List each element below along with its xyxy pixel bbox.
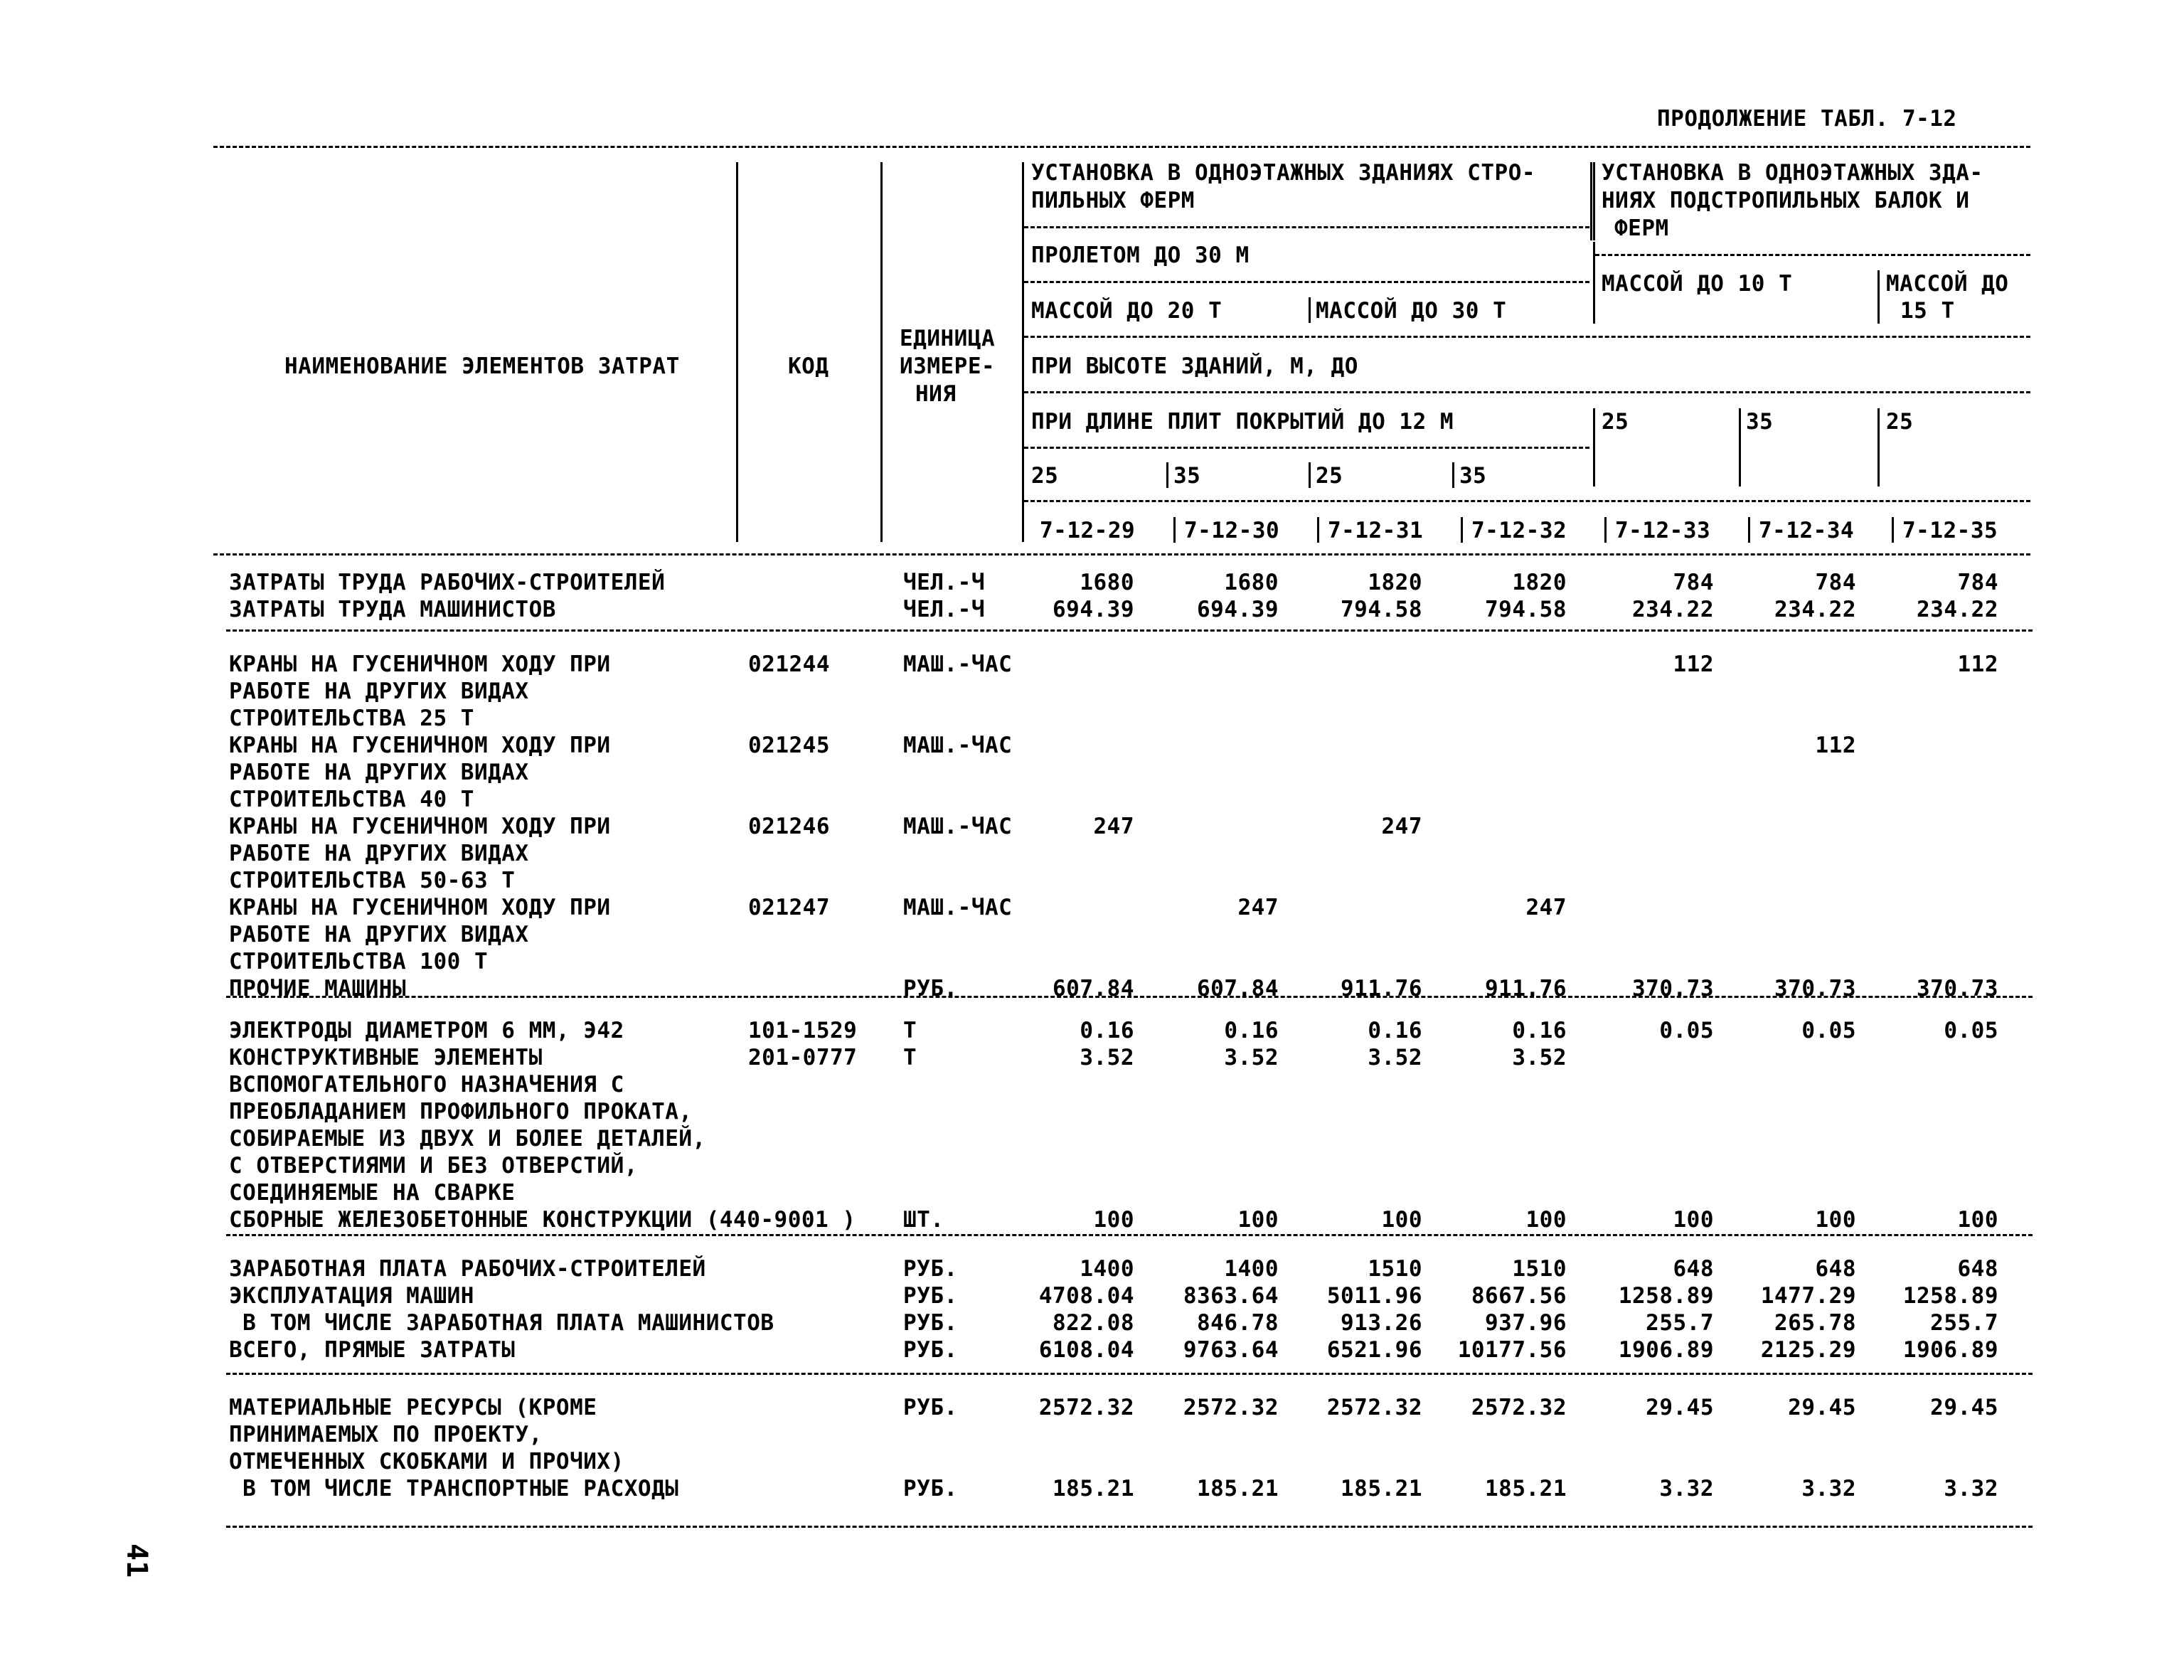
item-value: 911.76: [1485, 976, 1567, 1001]
section-rule: [226, 629, 2033, 632]
item-value: 29.45: [1646, 1395, 1714, 1420]
item-code: 101-1529: [748, 1018, 858, 1043]
item-value: 1400: [1080, 1256, 1134, 1282]
item-value: 3.52: [1368, 1045, 1422, 1070]
item-value: 0.05: [1801, 1018, 1856, 1043]
header-separator: [1309, 462, 1311, 488]
item-name: СОЕДИНЯЕМЫЕ НА СВАРКЕ: [229, 1180, 516, 1206]
item-value: 3.52: [1224, 1045, 1279, 1070]
header-separator: [1166, 462, 1168, 488]
item-value: 911.76: [1341, 976, 1422, 1001]
item-value: 794.58: [1485, 597, 1567, 622]
header-height-b: 25: [1886, 409, 1914, 435]
item-name: ЗАТРАТЫ ТРУДА РАБОЧИХ-СТРОИТЕЛЕЙ: [229, 570, 666, 595]
item-value: 247: [1093, 814, 1134, 839]
item-name: ЗАТРАТЫ ТРУДА МАШИНИСТОВ: [229, 597, 556, 622]
item-unit: РУБ.: [903, 1476, 958, 1501]
item-name: РАБОТЕ НА ДРУГИХ ВИДАХ: [229, 679, 529, 704]
item-unit: РУБ.: [903, 1337, 958, 1363]
item-value: 0.05: [1944, 1018, 1998, 1043]
item-value: 913.26: [1341, 1310, 1422, 1336]
item-value: 822.08: [1053, 1310, 1134, 1336]
item-unit: ЧЕЛ.-Ч: [903, 570, 985, 595]
item-value: 0.16: [1368, 1018, 1422, 1043]
item-value: 1906.89: [1618, 1337, 1714, 1363]
item-value: 3.32: [1659, 1476, 1714, 1501]
item-name: МАТЕРИАЛЬНЫЕ РЕСУРСЫ (КРОМЕ: [229, 1395, 597, 1420]
header-group-a-line: УСТАНОВКА В ОДНОЭТАЖНЫХ ЗДАНИЯХ СТРО-: [1031, 160, 1536, 186]
item-value: 100: [1093, 1207, 1134, 1233]
column-code: 7-12-34: [1759, 518, 1855, 543]
column-code: 7-12-29: [1040, 518, 1136, 543]
item-value: 100: [1815, 1207, 1856, 1233]
header-rule: [1024, 391, 2030, 393]
item-value: 8363.64: [1183, 1283, 1279, 1309]
header-separator: [1593, 162, 1595, 240]
item-unit: МАШ.-ЧАС: [903, 895, 1013, 920]
header-code-column: КОД: [788, 353, 829, 379]
header-separator: [736, 162, 738, 542]
item-value: 10177.56: [1457, 1337, 1567, 1363]
header-separator: [880, 162, 883, 542]
item-name: СТРОИТЕЛЬСТВА 100 Т: [229, 949, 489, 974]
header-span: ПРОЛЕТОМ ДО 30 М: [1031, 243, 1250, 268]
item-value: 185.21: [1197, 1476, 1279, 1501]
item-value: 1820: [1512, 570, 1567, 595]
item-name: РАБОТЕ НА ДРУГИХ ВИДАХ: [229, 841, 529, 866]
item-value: 607.84: [1197, 976, 1279, 1001]
item-value: 648: [1957, 1256, 1998, 1282]
section-rule: [226, 1234, 2033, 1236]
item-name: ПРЕОБЛАДАНИЕМ ПРОФИЛЬНОГО ПРОКАТА,: [229, 1099, 693, 1125]
header-separator: [1173, 517, 1176, 543]
section-rule: [226, 1373, 2033, 1375]
item-value: 370.73: [1632, 976, 1714, 1001]
item-name: В ТОМ ЧИСЛЕ ЗАРАБОТНАЯ ПЛАТА МАШИНИСТОВ: [229, 1310, 774, 1336]
header-mass-15-line: 15 Т: [1900, 298, 1955, 324]
column-code: 7-12-32: [1471, 518, 1567, 543]
header-rule: [1024, 336, 2030, 338]
item-unit: ЧЕЛ.-Ч: [903, 597, 985, 622]
header-separator: [1877, 270, 1880, 324]
header-separator: [1892, 517, 1894, 543]
item-value: 100: [1237, 1207, 1279, 1233]
header-bottom-rule: [213, 553, 2030, 555]
item-value: 3.52: [1080, 1045, 1134, 1070]
header-name-column: НАИМЕНОВАНИЕ ЭЛЕМЕНТОВ ЗАТРАТ: [284, 353, 680, 379]
item-value: 784: [1957, 570, 1998, 595]
header-rule: [1024, 281, 1589, 283]
item-name: СТРОИТЕЛЬСТВА 40 Т: [229, 787, 474, 812]
item-name: СБОРНЫЕ ЖЕЛЕЗОБЕТОННЫЕ КОНСТРУКЦИИ (440-9001 ): [229, 1207, 856, 1233]
header-height: ПРИ ВЫСОТЕ ЗДАНИЙ, М, ДО: [1031, 353, 1358, 379]
item-value: 29.45: [1788, 1395, 1856, 1420]
item-value: 2572.32: [1471, 1395, 1567, 1420]
item-unit: РУБ.: [903, 1256, 958, 1282]
column-code: 7-12-35: [1902, 518, 1998, 543]
item-value: 0.16: [1080, 1018, 1134, 1043]
item-name: В ТОМ ЧИСЛЕ ТРАНСПОРТНЫЕ РАСХОДЫ: [229, 1476, 679, 1501]
item-name: СТРОИТЕЛЬСТВА 25 Т: [229, 706, 474, 731]
item-value: 9763.64: [1183, 1337, 1279, 1363]
header-top-rule: [213, 146, 2030, 148]
item-unit: РУБ.: [903, 1283, 958, 1309]
item-name: ЗАРАБОТНАЯ ПЛАТА РАБОЧИХ-СТРОИТЕЛЕЙ: [229, 1256, 706, 1282]
column-code: 7-12-30: [1184, 518, 1280, 543]
item-value: 2572.32: [1038, 1395, 1134, 1420]
item-name: ЭКСПЛУАТАЦИЯ МАШИН: [229, 1283, 474, 1309]
item-name: КРАНЫ НА ГУСЕНИЧНОМ ХОДУ ПРИ: [229, 814, 611, 839]
item-value: 846.78: [1197, 1310, 1279, 1336]
item-value: 247: [1525, 895, 1567, 920]
page-number: 41: [120, 1543, 153, 1578]
item-value: 784: [1673, 570, 1714, 595]
item-value: 1820: [1368, 570, 1422, 595]
item-name: РАБОТЕ НА ДРУГИХ ВИДАХ: [229, 760, 529, 785]
item-value: 2572.32: [1183, 1395, 1279, 1420]
item-value: 1258.89: [1618, 1283, 1714, 1309]
header-unit-column-line: ИЗМЕРЕ-: [900, 353, 996, 379]
item-name: РАБОТЕ НА ДРУГИХ ВИДАХ: [229, 922, 529, 947]
header-rule: [1024, 500, 2030, 502]
section-rule: [226, 996, 2033, 998]
column-code: 7-12-31: [1328, 518, 1424, 543]
item-name: СОБИРАЕМЫЕ ИЗ ДВУХ И БОЛЕЕ ДЕТАЛЕЙ,: [229, 1126, 706, 1152]
item-value: 185.21: [1341, 1476, 1422, 1501]
item-value: 4708.04: [1038, 1283, 1134, 1309]
item-unit: РУБ.: [903, 1310, 958, 1336]
item-value: 2125.29: [1760, 1337, 1856, 1363]
header-group-b-line: УСТАНОВКА В ОДНОЭТАЖНЫХ ЗДА-: [1602, 160, 1983, 186]
item-value: 2572.32: [1326, 1395, 1422, 1420]
header-separator: [1593, 242, 1595, 324]
item-name: ПРОЧИЕ МАШИНЫ: [229, 976, 407, 1001]
item-value: 3.32: [1944, 1476, 1998, 1501]
item-unit: Т: [903, 1045, 917, 1070]
item-value: 185.21: [1053, 1476, 1134, 1501]
item-value: 112: [1815, 733, 1856, 758]
item-value: 100: [1381, 1207, 1422, 1233]
item-value: 3.52: [1512, 1045, 1567, 1070]
item-value: 1680: [1224, 570, 1279, 595]
header-height-a: 35: [1173, 463, 1201, 489]
header-rule: [1595, 254, 2030, 256]
item-value: 8667.56: [1471, 1283, 1567, 1309]
item-value: 1680: [1080, 570, 1134, 595]
header-group-a-line: ПИЛЬНЫХ ФЕРМ: [1031, 188, 1195, 213]
item-value: 247: [1237, 895, 1279, 920]
item-value: 265.78: [1774, 1310, 1856, 1336]
item-name: С ОТВЕРСТИЯМИ И БЕЗ ОТВЕРСТИЙ,: [229, 1153, 638, 1179]
item-unit: РУБ.: [903, 1395, 958, 1420]
header-separator: [1590, 162, 1592, 240]
item-unit: МАШ.-ЧАС: [903, 733, 1013, 758]
item-value: 255.7: [1646, 1310, 1714, 1336]
item-value: 247: [1381, 814, 1422, 839]
item-name: СТРОИТЕЛЬСТВА 50-63 Т: [229, 868, 516, 893]
item-value: 1400: [1224, 1256, 1279, 1282]
header-plate-length: ПРИ ДЛИНЕ ПЛИТ ПОКРЫТИЙ ДО 12 М: [1031, 409, 1454, 435]
item-value: 185.21: [1485, 1476, 1567, 1501]
item-name: ЭЛЕКТРОДЫ ДИАМЕТРОМ 6 ММ, Э42: [229, 1018, 624, 1043]
header-mass-10: МАССОЙ ДО 10 Т: [1602, 271, 1793, 297]
header-separator: [1309, 297, 1311, 323]
item-name: ВСЕГО, ПРЯМЫЕ ЗАТРАТЫ: [229, 1337, 516, 1363]
item-value: 6108.04: [1038, 1337, 1134, 1363]
item-value: 648: [1673, 1256, 1714, 1282]
item-code: 201-0777: [748, 1045, 858, 1070]
item-unit: ШТ.: [903, 1207, 944, 1233]
header-mass-30: МАССОЙ ДО 30 Т: [1316, 298, 1507, 324]
item-code: 021247: [748, 895, 830, 920]
header-group-b-line: ФЕРМ: [1614, 216, 1669, 241]
item-value: 6521.96: [1326, 1337, 1422, 1363]
header-rule: [1024, 447, 1589, 449]
item-value: 29.45: [1930, 1395, 1998, 1420]
item-value: 100: [1525, 1207, 1567, 1233]
item-code: 021245: [748, 733, 830, 758]
column-code: 7-12-33: [1615, 518, 1711, 543]
header-group-b-line: НИЯХ ПОДСТРОПИЛЬНЫХ БАЛОК И: [1602, 188, 1970, 213]
header-separator: [1452, 462, 1454, 488]
header-height-b: 25: [1602, 409, 1629, 435]
item-value: 234.22: [1917, 597, 1998, 622]
header-height-a: 25: [1316, 463, 1343, 489]
item-value: 694.39: [1053, 597, 1134, 622]
item-value: 370.73: [1917, 976, 1998, 1001]
header-unit-column-line: НИЯ: [915, 381, 957, 407]
item-value: 1477.29: [1760, 1283, 1856, 1309]
item-value: 648: [1815, 1256, 1856, 1282]
item-value: 784: [1815, 570, 1856, 595]
item-value: 1510: [1512, 1256, 1567, 1282]
item-value: 794.58: [1341, 597, 1422, 622]
table-caption: ПРОДОЛЖЕНИЕ ТАБЛ. 7-12: [1657, 106, 1957, 132]
item-value: 1510: [1368, 1256, 1422, 1282]
item-unit: РУБ.: [903, 976, 958, 1001]
item-name: КРАНЫ НА ГУСЕНИЧНОМ ХОДУ ПРИ: [229, 652, 611, 677]
item-value: 1258.89: [1902, 1283, 1998, 1309]
item-name: КРАНЫ НА ГУСЕНИЧНОМ ХОДУ ПРИ: [229, 733, 611, 758]
item-value: 100: [1673, 1207, 1714, 1233]
item-name: ОТМЕЧЕННЫХ СКОБКАМИ И ПРОЧИХ): [229, 1449, 624, 1474]
item-name: ПРИНИМАЕМЫХ ПО ПРОЕКТУ,: [229, 1422, 543, 1447]
item-value: 112: [1957, 652, 1998, 677]
header-separator: [1317, 517, 1319, 543]
item-name: КРАНЫ НА ГУСЕНИЧНОМ ХОДУ ПРИ: [229, 895, 611, 920]
item-value: 0.16: [1224, 1018, 1279, 1043]
header-separator: [1461, 517, 1463, 543]
item-value: 0.16: [1512, 1018, 1567, 1043]
header-separator: [1739, 408, 1741, 487]
section-rule: [226, 1526, 2033, 1528]
item-value: 607.84: [1053, 976, 1134, 1001]
item-value: 112: [1673, 652, 1714, 677]
header-separator: [1022, 162, 1024, 542]
item-value: 255.7: [1930, 1310, 1998, 1336]
item-value: 5011.96: [1326, 1283, 1422, 1309]
header-separator: [1604, 517, 1607, 543]
item-unit: МАШ.-ЧАС: [903, 814, 1013, 839]
header-unit-column-line: ЕДИНИЦА: [900, 326, 996, 351]
item-unit: Т: [903, 1018, 917, 1043]
header-separator: [1877, 408, 1880, 487]
header-separator: [1593, 408, 1595, 487]
header-height-b: 35: [1746, 409, 1774, 435]
item-name: ВСПОМОГАТЕЛЬНОГО НАЗНАЧЕНИЯ С: [229, 1072, 624, 1097]
header-rule: [1024, 226, 1589, 228]
item-value: 694.39: [1197, 597, 1279, 622]
header-height-a: 35: [1459, 463, 1487, 489]
header-mass-15-line: МАССОЙ ДО: [1886, 271, 2009, 297]
item-value: 100: [1957, 1207, 1998, 1233]
item-value: 937.96: [1485, 1310, 1567, 1336]
header-height-a: 25: [1031, 463, 1059, 489]
item-value: 0.05: [1659, 1018, 1714, 1043]
item-value: 234.22: [1632, 597, 1714, 622]
item-name: КОНСТРУКТИВНЫЕ ЭЛЕМЕНТЫ: [229, 1045, 543, 1070]
item-value: 234.22: [1774, 597, 1856, 622]
item-unit: МАШ.-ЧАС: [903, 652, 1013, 677]
header-separator: [1748, 517, 1750, 543]
item-code: 021246: [748, 814, 830, 839]
header-mass-20: МАССОЙ ДО 20 Т: [1031, 298, 1222, 324]
item-value: 370.73: [1774, 976, 1856, 1001]
item-value: 3.32: [1801, 1476, 1856, 1501]
item-value: 1906.89: [1902, 1337, 1998, 1363]
item-code: 021244: [748, 652, 830, 677]
